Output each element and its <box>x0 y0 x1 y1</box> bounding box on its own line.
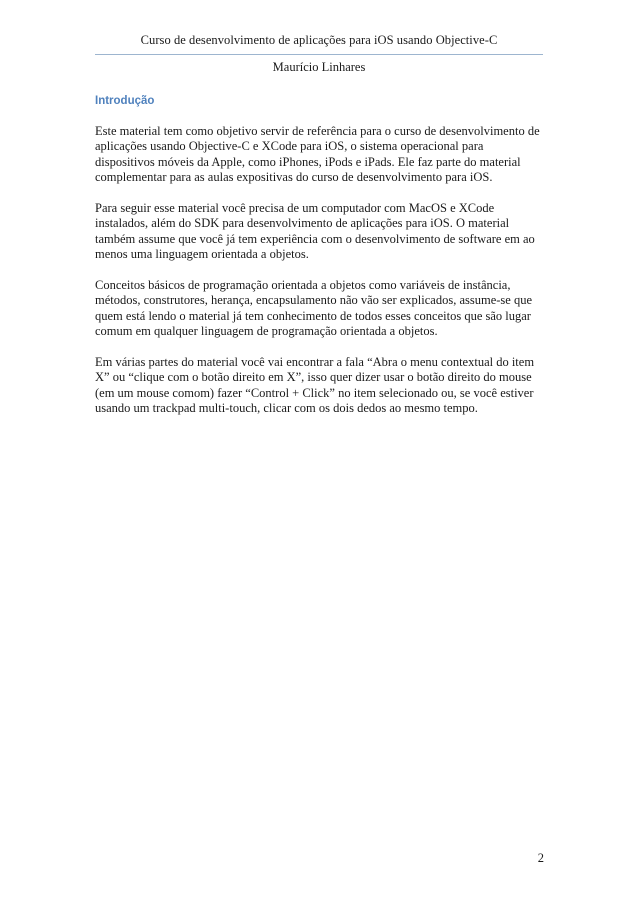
header-author: Maurício Linhares <box>272 60 366 74</box>
paragraph-4: Em várias partes do material você vai encontrar a fala “Abra o menu contextual do item X” ou “clique com o botão direito em X”, isso quer dizer usar o botão direito do mouse (em um mouse comom) fazer “Control + Click” no item selecionado ou, se você estiver usando um trackpad multi-touch, clicar com os dois dedos ao mesmo tempo. <box>95 355 535 416</box>
header-divider <box>95 54 543 55</box>
body-text <box>95 124 545 432</box>
page-number: 2 <box>537 851 544 865</box>
section-heading: Introdução <box>95 95 155 107</box>
page-header <box>95 32 543 75</box>
paragraph-1: Este material tem como objetivo servir de referência para o curso de desenvolvimento de aplicações usando Objective-C e XCode para iOS, o sistema operacional para dispositivos móveis da Apple, como iPhones, iPods e iPads. Ele faz parte do material complementar para as aulas expositivas do curso de desenvolvimento para iOS. <box>95 124 540 185</box>
paragraph-3: Conceitos básicos de programação orientada a objetos como variáveis de instância, métodos, construtores, herança, encapsulamento não vão ser explicados, assume-se que quem está lendo o material já tem conhecimento de todos esses conceitos que são lugar comum em qualquer linguagem de programação orientada a objetos. <box>95 278 533 339</box>
header-title: Curso de desenvolvimento de aplicações para iOS usando Objective-C <box>140 33 498 47</box>
paragraph-2: Para seguir esse material você precisa de um computador com MacOS e XCode instalados, além do SDK para desenvolvimento de aplicações para iOS. O material também assume que você já tem experiência com o desenvolvimento de software em ao menos uma linguagem orientada a objetos. <box>95 201 535 262</box>
